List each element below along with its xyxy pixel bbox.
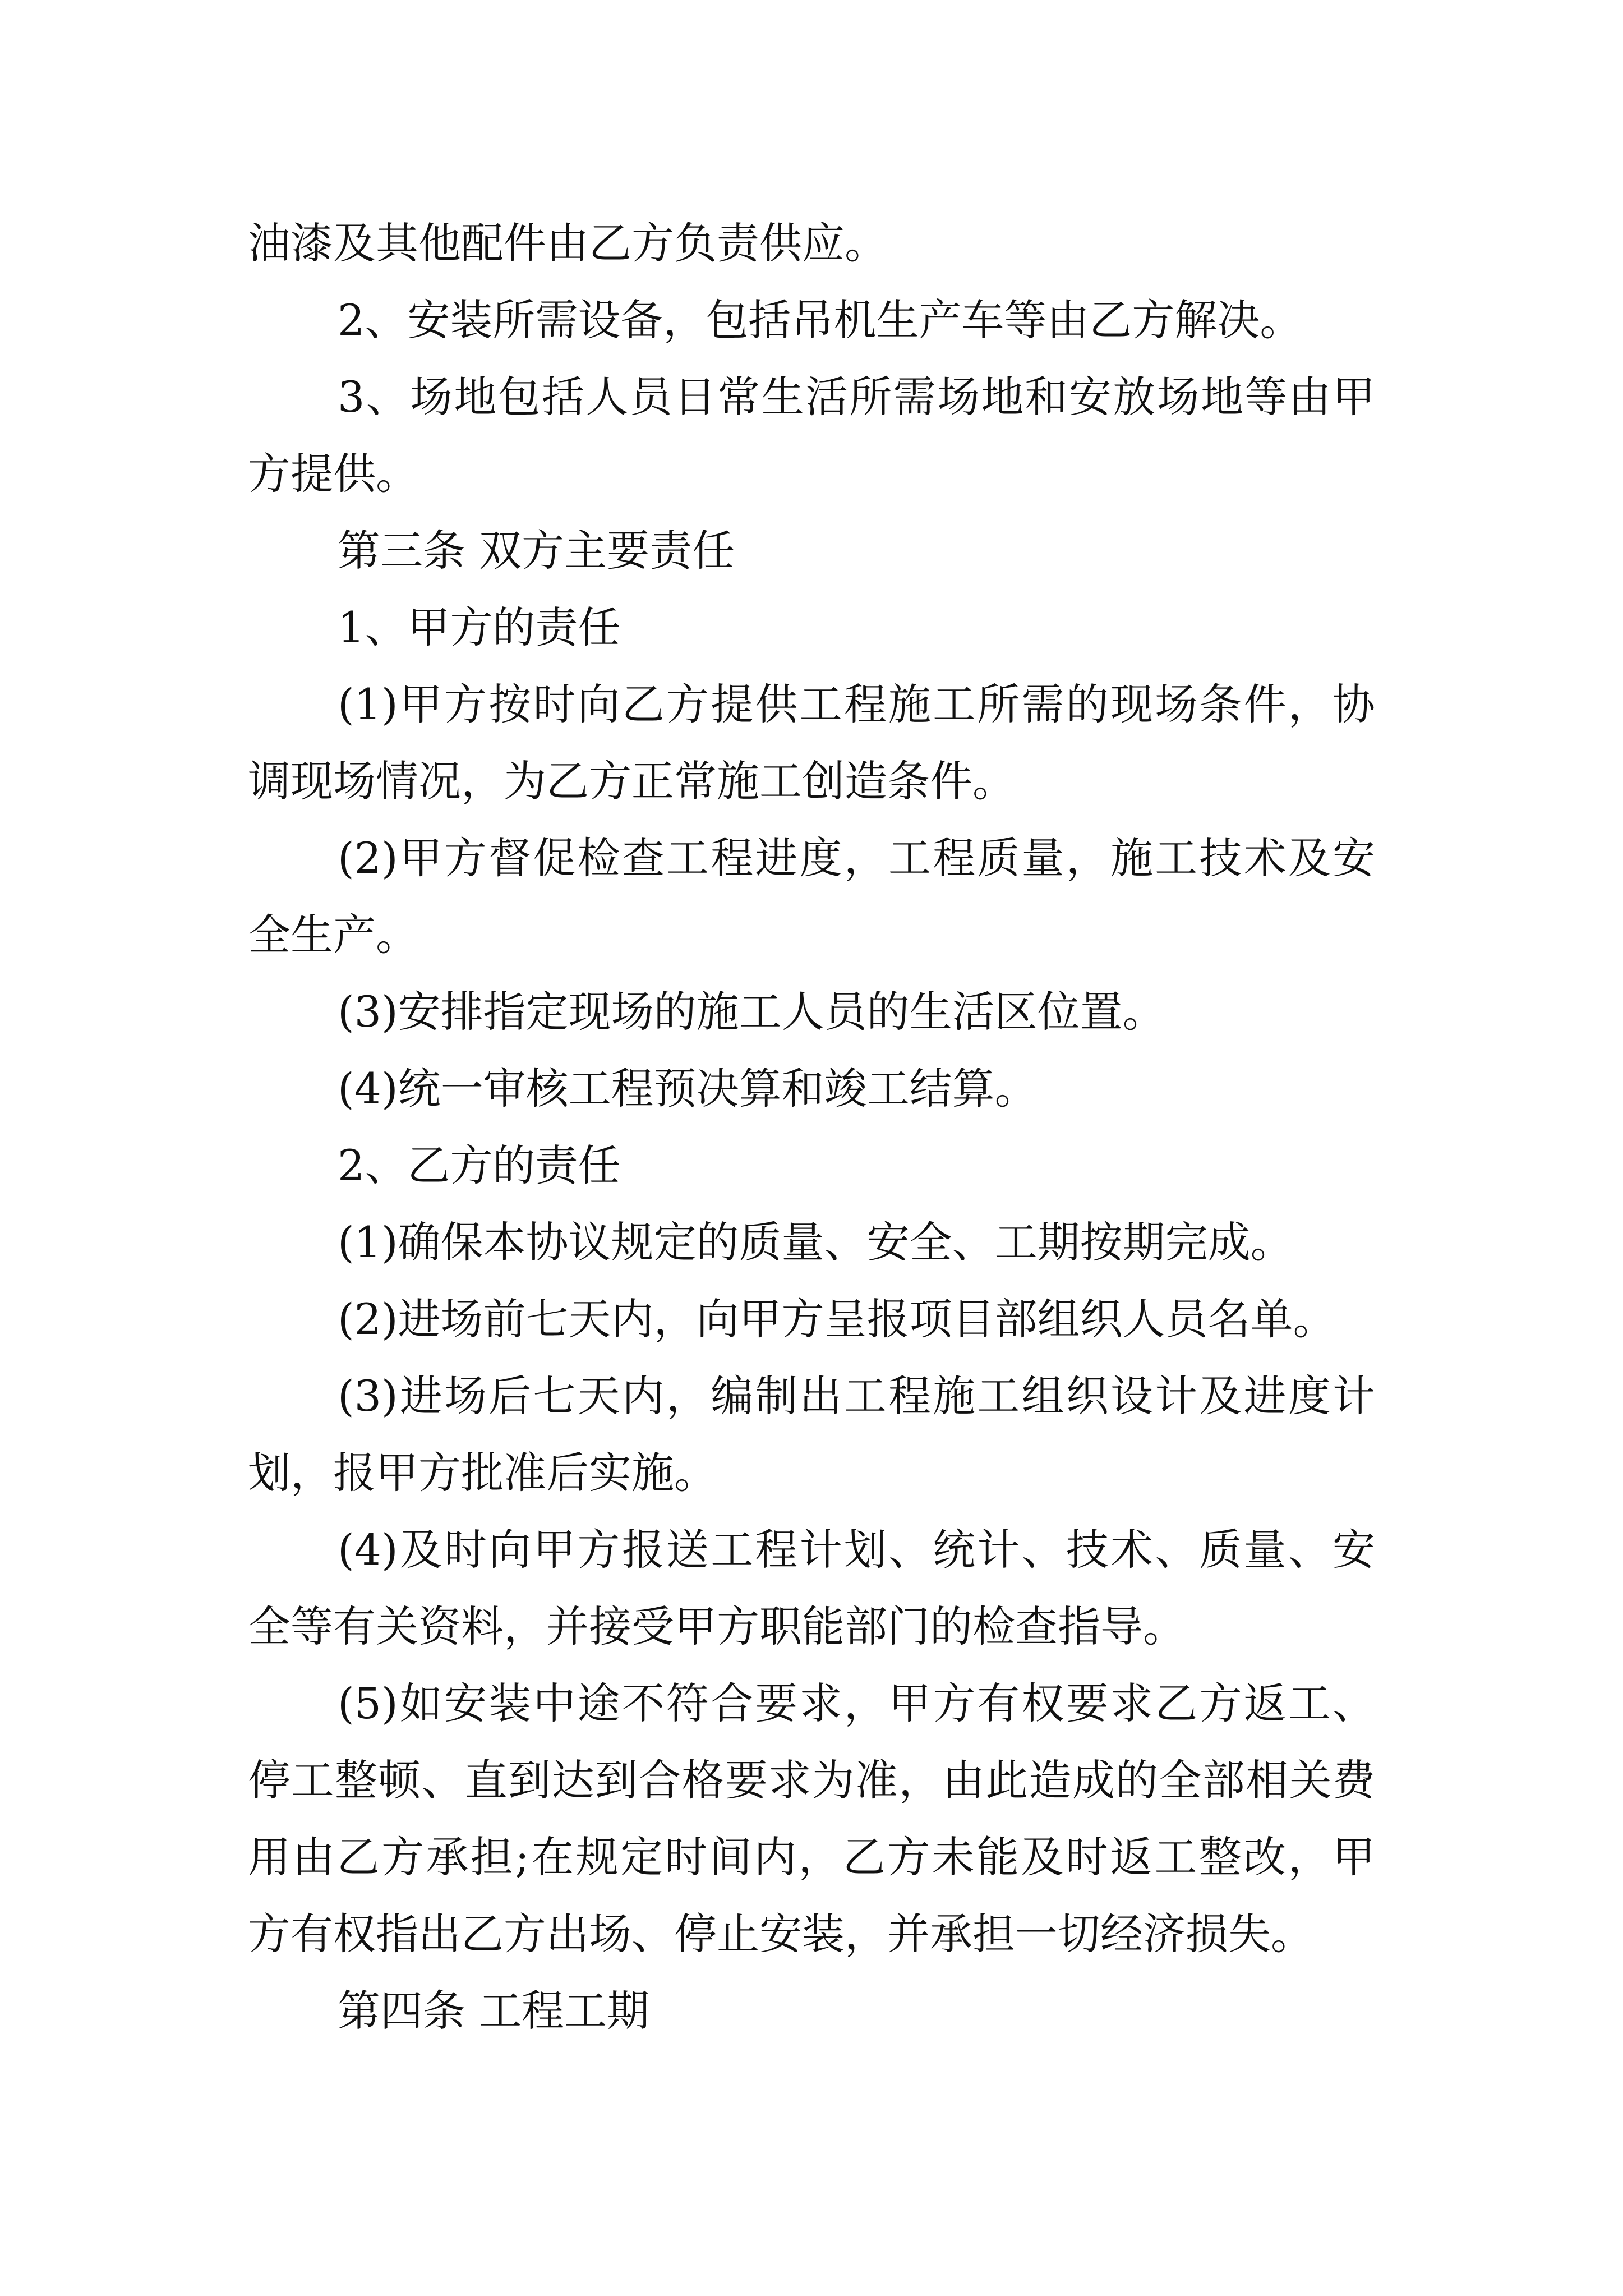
text-line: (1)确保本协议规定的质量、安全、工期按期完成。 (338, 1217, 1293, 1267)
text-line: (1)甲方按时向乙方提供工程施工所需的现场条件，协 (338, 679, 1375, 729)
text-line: (4)及时向甲方报送工程计划、统计、技术、质量、安 (338, 1525, 1375, 1575)
text-line: 全等有关资料，并接受甲方职能部门的检查指导。 (248, 1602, 1186, 1651)
text-line: (5)如安装中途不符合要求，甲方有权要求乙方返工、 (338, 1678, 1375, 1728)
text-line: 3、场地包括人员日常生活所需场地和安放场地等由甲 (338, 372, 1375, 422)
text-line: 方有权指出乙方出场、停止安装，并承担一切经济损失。 (248, 1909, 1313, 1959)
text-line: 方提供。 (248, 449, 418, 499)
section-heading: 第三条 双方主要责任 (338, 526, 735, 576)
text-line: (4)统一审核工程预决算和竣工结算。 (338, 1064, 1038, 1114)
document-body (248, 205, 1375, 2049)
subsection-heading: 1、甲方的责任 (338, 602, 621, 652)
text-line: 用由乙方承担;在规定时间内，乙方未能及时返工整改，甲 (248, 1832, 1375, 1882)
text-line: 划，报甲方批准后实施。 (248, 1448, 717, 1498)
text-line: (3)安排指定现场的施工人员的生活区位置。 (338, 987, 1165, 1037)
text-line: (2)甲方督促检查工程进度，工程质量，施工技术及安 (338, 833, 1375, 883)
text-line: 调现场情况，为乙方正常施工创造条件。 (248, 756, 1015, 806)
text-line: 2、安装所需设备，包括吊机生产车等由乙方解决。 (338, 295, 1303, 345)
section-heading: 第四条 工程工期 (338, 1986, 650, 2036)
text-line: 停工整顿、直到达到合格要求为准，由此造成的全部相关费 (248, 1755, 1375, 1805)
text-line: 油漆及其他配件由乙方负责供应。 (248, 218, 887, 268)
subsection-heading: 2、乙方的责任 (338, 1140, 621, 1190)
text-line: 全生产。 (248, 910, 418, 960)
text-line: (2)进场前七天内，向甲方呈报项目部组织人员名单。 (338, 1294, 1336, 1344)
text-line: (3)进场后七天内，编制出工程施工组织设计及进度计 (338, 1371, 1375, 1421)
